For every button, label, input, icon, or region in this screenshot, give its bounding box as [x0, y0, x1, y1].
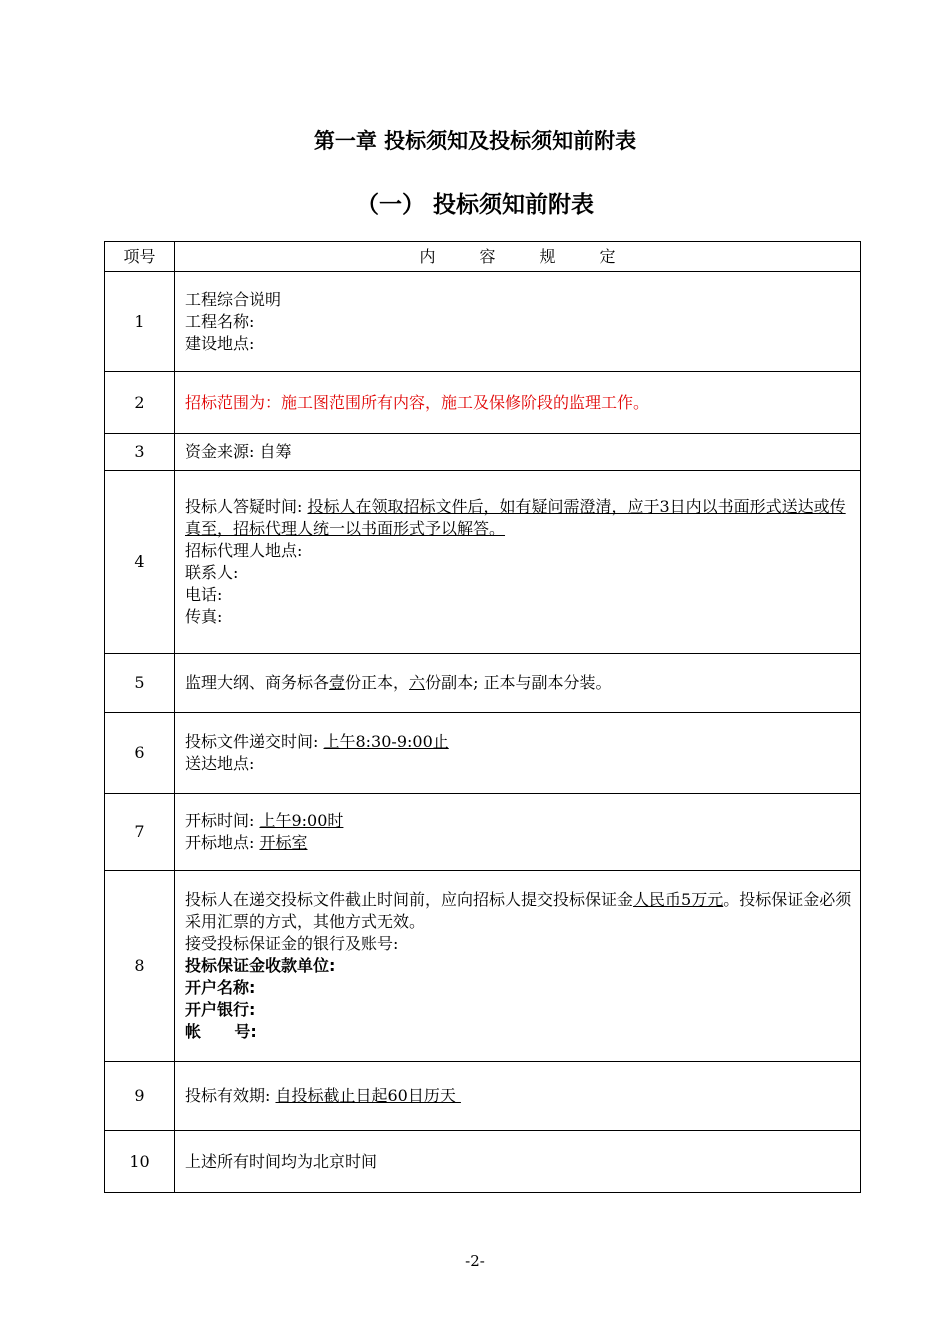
table-row — [105, 372, 861, 434]
header-content: 内 容 规 定 — [175, 242, 861, 272]
table-row — [105, 1062, 861, 1131]
table-row — [105, 794, 861, 871]
section-title: （一） 投标须知前附表 — [355, 192, 594, 218]
row-number: 5 — [105, 654, 175, 713]
row-number: 8 — [105, 871, 175, 1062]
row-content: 监理大纲、商务标各壹份正本，六份副本; 正本与副本分装。 — [175, 654, 861, 713]
table-row — [105, 654, 861, 713]
row-number: 1 — [105, 272, 175, 372]
table-row — [105, 471, 861, 654]
table-row — [105, 434, 861, 471]
notice-table — [104, 241, 861, 1193]
page-number: -2- — [465, 1252, 485, 1270]
row-content: 上述所有时间均为北京时间 — [175, 1131, 861, 1193]
row-content: 工程综合说明 工程名称: 建设地点: — [175, 272, 861, 372]
row-content — [175, 372, 861, 434]
table-row — [105, 272, 861, 372]
table-row — [105, 871, 861, 1062]
bidding-scope-text: 招标范围为：施工图范围所有内容，施工及保修阶段的监理工作。 — [185, 392, 650, 412]
row-content: 投标文件递交时间: 上午8:30-9:00止 送达地点: — [175, 713, 861, 794]
row-content: 投标人答疑时间: 投标人在领取招标文件后，如有疑问需澄清，应于3日内以书面形式送达或传真至，招标代理人统一以书面形式予以解答。 招标代理人地点: 联系人: 电话: 传真: — [175, 471, 861, 654]
row-number: 10 — [105, 1131, 175, 1193]
table-row — [105, 713, 861, 794]
table-row — [105, 1131, 861, 1193]
row-content: 资金来源: 自筹 — [175, 434, 861, 471]
table-header-row — [105, 242, 861, 272]
row-number: 6 — [105, 713, 175, 794]
row-number: 3 — [105, 434, 175, 471]
chapter-title: 第一章 投标须知及投标须知前附表 — [313, 129, 637, 153]
row-content: 投标人在递交投标文件截止时间前，应向招标人提交投标保证金人民币5万元。投标保证金必须采用汇票的方式，其他方式无效。 接受投标保证金的银行及账号: 投标保证金收款单位: 开户名称: 开户银行: 帐 号: — [175, 871, 861, 1062]
row-number: 7 — [105, 794, 175, 871]
row-number: 9 — [105, 1062, 175, 1131]
row-number: 2 — [105, 372, 175, 434]
row-number: 4 — [105, 471, 175, 654]
row-content: 开标时间: 上午9:00时 开标地点: 开标室 — [175, 794, 861, 871]
header-item-number: 项号 — [105, 242, 175, 272]
row-content: 投标有效期: 自投标截止日起60日历天 — [175, 1062, 861, 1131]
